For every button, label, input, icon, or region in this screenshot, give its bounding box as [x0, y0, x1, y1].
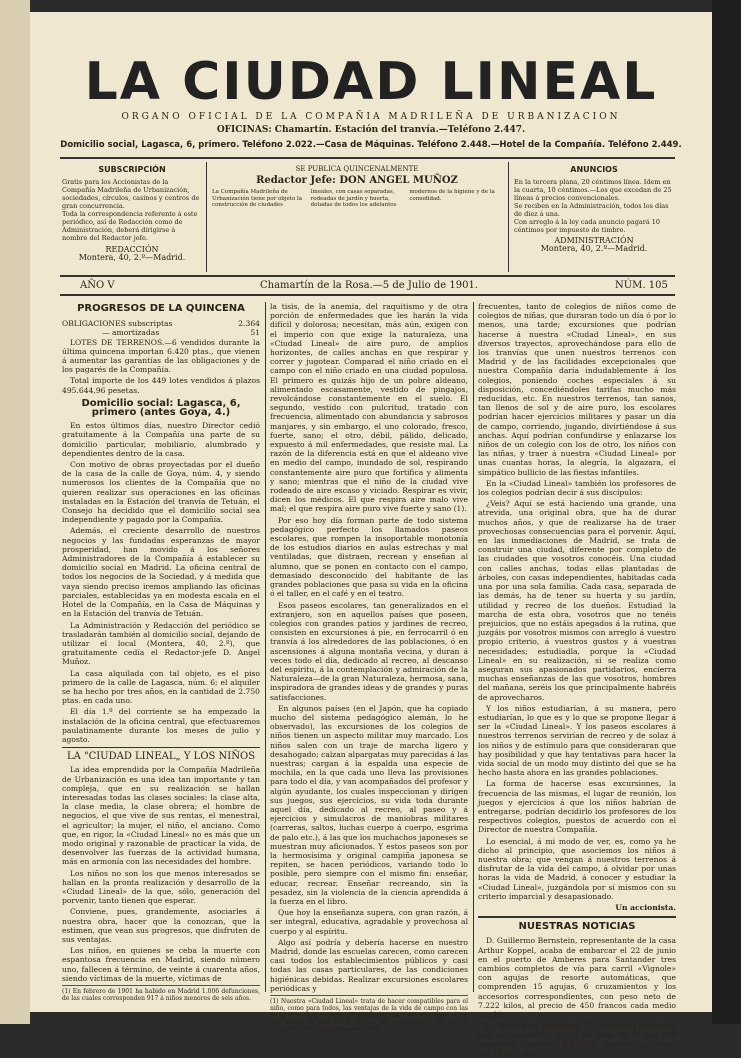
page-edge [712, 0, 741, 1024]
masthead-title: LA CIUDAD LINEAL [84, 52, 658, 112]
col3-p1: frecuentes, tanto de colegios de niños como de colegios de niñas, que duraran todo un día ó por lo menos, una tarde; excursiones que podrían hacerse á nuestra «Ciudad Lineal», en sus diversos trayectos, aprovechándose para ello de los tranvías que unen nuestros terrenos con Madrid y de las facilidades excepcionales que nuestra Compañía daría indudablemente á los colegios, poniendo coches especiales á su disposición, concediéndoles tarifas mucho más reducidas, etc. En nuestros terrenos, tan sanos, tan llenos de sol y de aire puro, los escolares podrían hacer ejercicios militares y pasar un día de campo, corriendo, jugando, divirtiéndose á sus anchas. Aquí podrían confundirse y enlazarse los niños de un colegio con los de otro, los niños con las niñas, y traer á nuestra «Ciudad Lineal» por unas cuantas horas, la alegría, la algazara, el simpático bullicio de las fiestas infantiles. [478, 302, 676, 477]
bonds-amortized-value: 51 [250, 328, 260, 338]
footnote-2: (1) Nuestra «Ciudad Lineal» trata de hacer compatibles para el niño, como para todos, las ventajas de la vida de campo con las de la vida en la ciudad; alimentación sana, sol, aire puro, á los que añade la vida en la ciudad las comodidades del vestir, comodidad en las habitaciones, etc. [270, 995, 468, 1033]
column-divider [473, 302, 474, 992]
lots-paragraph: LOTES DE TERRENOS.—6 vendidos durante la última quincena importan 6.420 ptas., que vienen á aumentar las garantías de las obligaciones y de los pagarés de la Compañía. [62, 337, 260, 375]
column-3 [478, 302, 676, 1058]
col3-p4: Y los niños estudiarían, á su manera, pero estudiarían, lo que es y lo que se propone llegar á ser la «Ciudad Lineal». Y los paseos escolares á nuestros terrenos servirían de recreo y de solaz á los niños y de estímulo para que consideraran que hay posibilidad y que hay tentativas para hacer la vida social de un modo muy distinto del que se ha hecho hasta ahora en las grandes poblaciones. [478, 703, 676, 778]
col3-p2: En la «Ciudad Lineal» también los profesores de los colegios podrían decir á sus discípulos: [478, 478, 676, 498]
administracion-address: Montera, 40, 2.º—Madrid. [540, 244, 648, 253]
ads-hours: Se reciben en la Administración, todos los días de diez á una. [514, 202, 669, 218]
subscription-box [62, 162, 202, 272]
book-binding [0, 0, 30, 1024]
children-p1: La idea emprendida por la Compañía Madrileña de Urbanización es una idea tan importante y tan compleja, que en su realización se hallan interesadas todas las clases sociales: la clase alta, la clase media, la clase obrera; el hombre de negocios, el que vive de sus rentas, el menestral, el agricultor; la mujer, el niño, el anciano. Como que, en rigor, la «Ciudad Lineal» no es más que un modo original y razonable de practicar la vida, de desenvolver las fuerzas de la actividad humana, más en armonía con las necesidades del hombre. [62, 765, 260, 867]
domicile-p5: La casa alquilada con tal objeto, es el piso primero de la calle de Lagasca, núm. 6; el alquiler se ha hecho por tres años, en la cantidad de 2.750 ptas. en cada uno. [62, 668, 260, 706]
news-p1: D. Guillermo Bernstein, representante de la casa Arthur Koppel, acaba de embarcar el 22 de junio en el puerto de Amberes para Santander tres cambios completos de vía para carril «Vignole» con agujas de resorte automáticas, que comprenden 15 agujas, 6 cruzamientos y los accesorios correspondientes, con peso neto de 7.222 kilos, al precio de 450 francos cada medio cambio. [478, 936, 676, 1020]
frequency-label: SE PUBLICA QUINCENALMENTE [295, 165, 419, 173]
children-p2: Los niños no son los que menos interesados se hallan en la pronta realización y desarrollo de la «Ciudad Lineal» de la que, sólo, generación del porvenir, tanto tienen que esperar. [62, 868, 260, 906]
center-box [212, 162, 502, 272]
box-divider [508, 162, 509, 272]
redaccion-address: Montera, 40, 2.º—Madrid. [78, 253, 186, 262]
domicile-heading: Domicilio social: Lagasca, 6, primero (antes Goya, 4.) [81, 397, 241, 419]
column-1 [62, 302, 260, 1003]
issue-date: Chamartín de la Rosa.—5 de Julio de 1901. [260, 280, 478, 291]
children-p4: Los niños, en quienes se ceba la muerte con espantosa frecuencia en Madrid, siendo número uno, fallecen á término, de veinte á cuarenta años, siendo víctimas de la muerte, víctimas de [62, 946, 260, 983]
redaccion-label: REDACCIÓN [105, 245, 159, 254]
column-divider [265, 302, 266, 992]
bonds-subscribed-label: OBLIGACIONES subscriptas [62, 319, 173, 329]
children-p3: Conviene, pues, grandemente, asociarles á nuestra obra, hacer que la conozcan, que la estimen, que vean sus progresos, que disfruten de sus ventajas. [62, 907, 260, 944]
editor-label: Redactor Jefe: DON ANGEL MUÑOZ [256, 175, 458, 186]
issue-year: AÑO V [80, 280, 115, 291]
news-p2: La factura ha importado 2.700 francos efectivos, que al cambio del día 26 de junio de 40 por 100 equivalen á pesetas 3.872,40, pagados al mismo día 26 de junio. [478, 1021, 676, 1058]
bonds-amortized-row [62, 328, 260, 337]
col3-p3: ¿Veis? Aquí se está haciendo una grande, una atrevida, una original obra, que ha de durar muchos años, y que de realizarse ha de traer provechosas consecuencias para el porvenir. Aquí, en las inmediaciones de Madrid, se trata de construir una ciudad, diferente por completo de las ciudades que vosotros conocéis. Una ciudad con calles anchas, todas ellas plantadas de árboles, con casas independientes, habitadas cada una por una sola familia. Cada casa, separada de las demás, ha de tener su huerta y su jardín, utilidad y recreo de los dueños. Estudiad la marcha de esta obra, vosotros que no tenéis prejuicios, que no estáis apegados á la rutina, que juzgáis por vosotros mismos con arreglo á vuestro propio criterio, á vuestros gustos y á vuestras necesidades; estudiadla, porque la «Ciudad Lineal» en su realización, si se realiza como aseguran sus apasionados partidarios, encierra muchas enseñanzas de las que vosotros, hombres del mañana, seréis los que principalmente habréis de aprovecharos. [478, 499, 676, 702]
domicile-p3: Además, el creciente desarrollo de nuestros negocios y las fundadas esperanzas de mayor prosperidad, han movido á los señores Administradores de la Compañía á establecer su domicilio social en Madrid. La oficina central de todos los negocios de la Sociedad, y á medida que vaya siendo preciso iremos ampliando las oficinas parciales, establecidas ya en modesta escala en el Hotel de la Compañía, en la Casa de Máquinas y en la Estación del tranvía de Tetuán. [62, 526, 260, 619]
col2-p3: Esos paseos escolares, tan generalizados en el extranjero, son en aquellos países que poseen, colegios con grandes patios y jardines de recreo, consisten en excursiones á pie, en ferrocarril ó en tranvía á los alrededores de las poblaciones, ó en ascensiones á alguna montaña vecina, y duran á veces todo el día, dedicado al recreo, al descanso del espíritu, á la contemplación y admiración de la Naturaleza—de la gran Naturaleza, hermosa, sana, inspiradora de grandes ideas y de grandes y puras satisfacciones. [270, 600, 468, 702]
ads-tax: Con arreglo á la ley cada anuncio pagará 10 céntimos por impuesto de timbre. [514, 218, 661, 234]
bonds-subscribed-row [62, 319, 260, 328]
administracion-label: ADMINISTRACIÓN [554, 236, 634, 245]
issue-number: NÚM. 105 [615, 280, 668, 291]
masthead-subtitle: ORGANO OFICIAL DE LA COMPAÑIA MADRILEÑA DE URBANIZACION [121, 112, 621, 122]
col3-p5: La forma de hacerse esas excursiones, la frecuencia de las mismas, el lugar de reunión, los juegos y ejercicios á que los niños habrían de entregarse, podrían decidirlo los profesores de los respectivos colegios, puestos de acuerdo con el Director de nuestra Compañía. [478, 779, 676, 835]
col2-p5: Que hoy la enseñanza supera, con gran razón, á ser integral, educativa, agradable y provechosa al cuerpo y al espíritu. [270, 908, 468, 936]
lots-total: Total importe de los 449 lotes vendidos á plazos 495.644,96 pesetas. [62, 376, 260, 395]
subscription-text: Gratis para los Accionistas de la Compañía Madrileña de Urbanización, sociedades, círculos, casinos y centros de gran concurrencia. [62, 178, 200, 210]
issue-rule-bottom [60, 294, 675, 296]
col2-p1: la tisis, de la anemia, del raquitismo y de otra porción de enfermedades que les harán la vida difícil y dolorosa; necesitan, más aún, exigen con el imperio con que exige la naturaleza, una «Ciudad Lineal» de aire puro, de amplios horizontes, de calles anchas en que respirar y correr y jugotear. Comparad el niño criado en el campo con el niño criado en una ciudad populosa. El primero es quizás hijo de un pobre aldeano, alimentado escasamente, vestido de pingajos, revolcándose constantemente en el suelo. El segundo, vestido con pulcritud, tratado con frecuencia, alimentado con abundancia y sabrosos manjares, y sin embargo, el uno colorado, fresco, fuerte, sano; el otro, débil, pálido, delicado, expuesto á mil enfermedades, que resiste mal. La razón de la diferencia está en que el aldeano vive en medio del campo, inundado de sol, respirando constantemente aire puro que fortifica y alimenta y sano; mientras que el niño de la ciudad vive rodeado de aire escaso y viciado. Respirar es vivir, dicen los médicos. El que respira aire malo vive mal; el que respira aire puro vive fuerte y sano (1). [270, 302, 468, 514]
ads-heading: ANUNCIOS [570, 165, 618, 174]
domicile-p6: El día 1.º del corriente se ha empezado la instalación de la oficina central, que efectuaremos paulatinamente durante los meses de julio y agosto. [62, 707, 260, 744]
masthead-offices: OFICINAS: Chamartín. Estación del tranvía.—Teléfono 2.447. [216, 125, 526, 135]
subscription-heading: SUBSCRIPCIÓN [98, 165, 166, 174]
newspaper-page [30, 12, 712, 1058]
subscription-text-2: Toda la correspondencia referente á este periódico, así de Redacción como de Administración, deberá dirigirse á nombre del Redactor jefe. [62, 210, 198, 242]
col3-p6: Lo esencial, á mi modo de ver, es, como ya he dicho al principio, que asociemos los niños á nuestra obra; que vengan á nuestros terrenos á disfrutar de la vida del campo, á olvidar por unas horas la vida de Madrid, á conocer y estudiar la «Ciudad Lineal», juzgándola por sí mismos con su criterio imparcial y desapasionado. [478, 836, 676, 901]
bonds-subscribed-value: 2.364 [238, 319, 260, 329]
progress-heading: PROGRESOS DE LA QUINCENA [77, 303, 245, 314]
domicile-p4: La Administración y Redacción del periódico se trasladarán también al domicilio social, dejando de utilizar el local (Montera, 40, 2.º), que gratuitamente cedía el Redactor-jefe D. Angel Muñoz. [62, 620, 260, 667]
news-heading: NUESTRAS NOTICIAS [518, 921, 636, 933]
children-heading: LA "CIUDAD LINEAL„ Y LOS NIÑOS [66, 751, 256, 763]
header-rule [60, 157, 675, 159]
footnote-1: (1) En febrero de 1901 ha habido en Madrid 1.006 defunciones, de las cuales corresponden 917 á niños menores de seis años. [62, 985, 260, 1002]
domicile-p1: En estos últimos días, nuestro Director cedió gratuitamente á la Compañía una parte de su domicilio particular, mobiliario, alumbrado y dependientes dentro de la casa. [62, 421, 260, 458]
ads-box [514, 162, 674, 272]
column-2 [270, 302, 468, 1034]
domicile-p2: Con motivo de obras proyectadas por el dueño de la casa de la calle de Goya, núm. 4, y siendo numerosos los clientes de la Compañía que no quieren realizar sus operaciones en las oficinas instaladas en la Estación del tranvía de Tetuán, el Consejo ha decidido que el domicilio social sea independiente y pagado por la Compañía. [62, 460, 260, 525]
col2-p4: En algunos países (en el Japón, que ha copiado mucho del sistema pedagógico alemán, lo he observado), las excursiones de los colegios de niños tienen un aspecto militar muy marcado. Los niños salen con un traje de marcha ligero y desahogado; calzan alpargatas muy parecidas á las nuestras; cargan á la espalda una especie de mochila, en la que cada uno lleva las provisiones para todo el día, y van acompañados del profesor y algún ayudante, los cuales inspeccionan y dirigen sus juegos, sus ejercicios, su vida toda durante aquel día, dedicado al recreo, al paseo y á ejercicios y simulacros de maniobras militares (carreras, saltos, luchas cuerpo á cuerpo, esgrima de palo etc.), á las que los muchachos japoneses se muestran muy aficionados. Y estos paseos son por la hermosísima y original campiña japonesa se repiten, se hacen periódicos, variando todo lo posible, pero siempre con el mismo fin: enseñar, educar, recrear. Enseñar recreando, sin la pesadez, sin la violencia de la ciencia aprendida á la fuerza en el libro. [270, 703, 468, 906]
issue-rule-top [60, 275, 675, 277]
masthead-addresses: Domicilio social, Lagasca, 6, primero. Teléfono 2.022.—Casa de Máquinas. Teléfono 2.448.—Hotel de la Compañía. Teléfono 2.449. [60, 140, 682, 150]
ads-rates: En la tercera plana, 20 céntimos línea. Idem en la cuarta, 10 céntimos.—Los que excedan de 25 líneas á precios convencionales. [514, 178, 672, 202]
company-purpose: La Compañía Madrileña de Urbanización tiene por objeto la construcción de ciudades lineales, con casas separadas, rodeadas de jardín y huerta, dotadas de todos los adelantos modernos de la higiene y de la comodidad. [212, 189, 495, 208]
col2-p6: Algo así podría y debería hacerse en nuestro Madrid, donde las escuelas carecen, como carecen casi todos los establecimientos públicos y casi todas las casas particulares, de las condiciones higiénicas debidas. Realizar excursiones escolares periódicas y [270, 937, 468, 993]
signature: Un accionista. [615, 903, 676, 912]
box-divider [206, 162, 207, 272]
bonds-amortized-label: — amortizadas [102, 328, 160, 338]
col2-p2: Por eso hoy día forman parte de todo sistema pedagógico perfecto los llamados paseos escolares, que rompen la insoportable monotonía de los estudios diarios en aulas estrechas y mal ventiladas, que distraen, recrean y enseñan al alumno, que se ponen en contacto con el campo, demasiado desconocido del habitante de las grandes poblaciones que pasa su vida en la oficina ó el taller, en el café y en el teatro. [270, 515, 468, 599]
